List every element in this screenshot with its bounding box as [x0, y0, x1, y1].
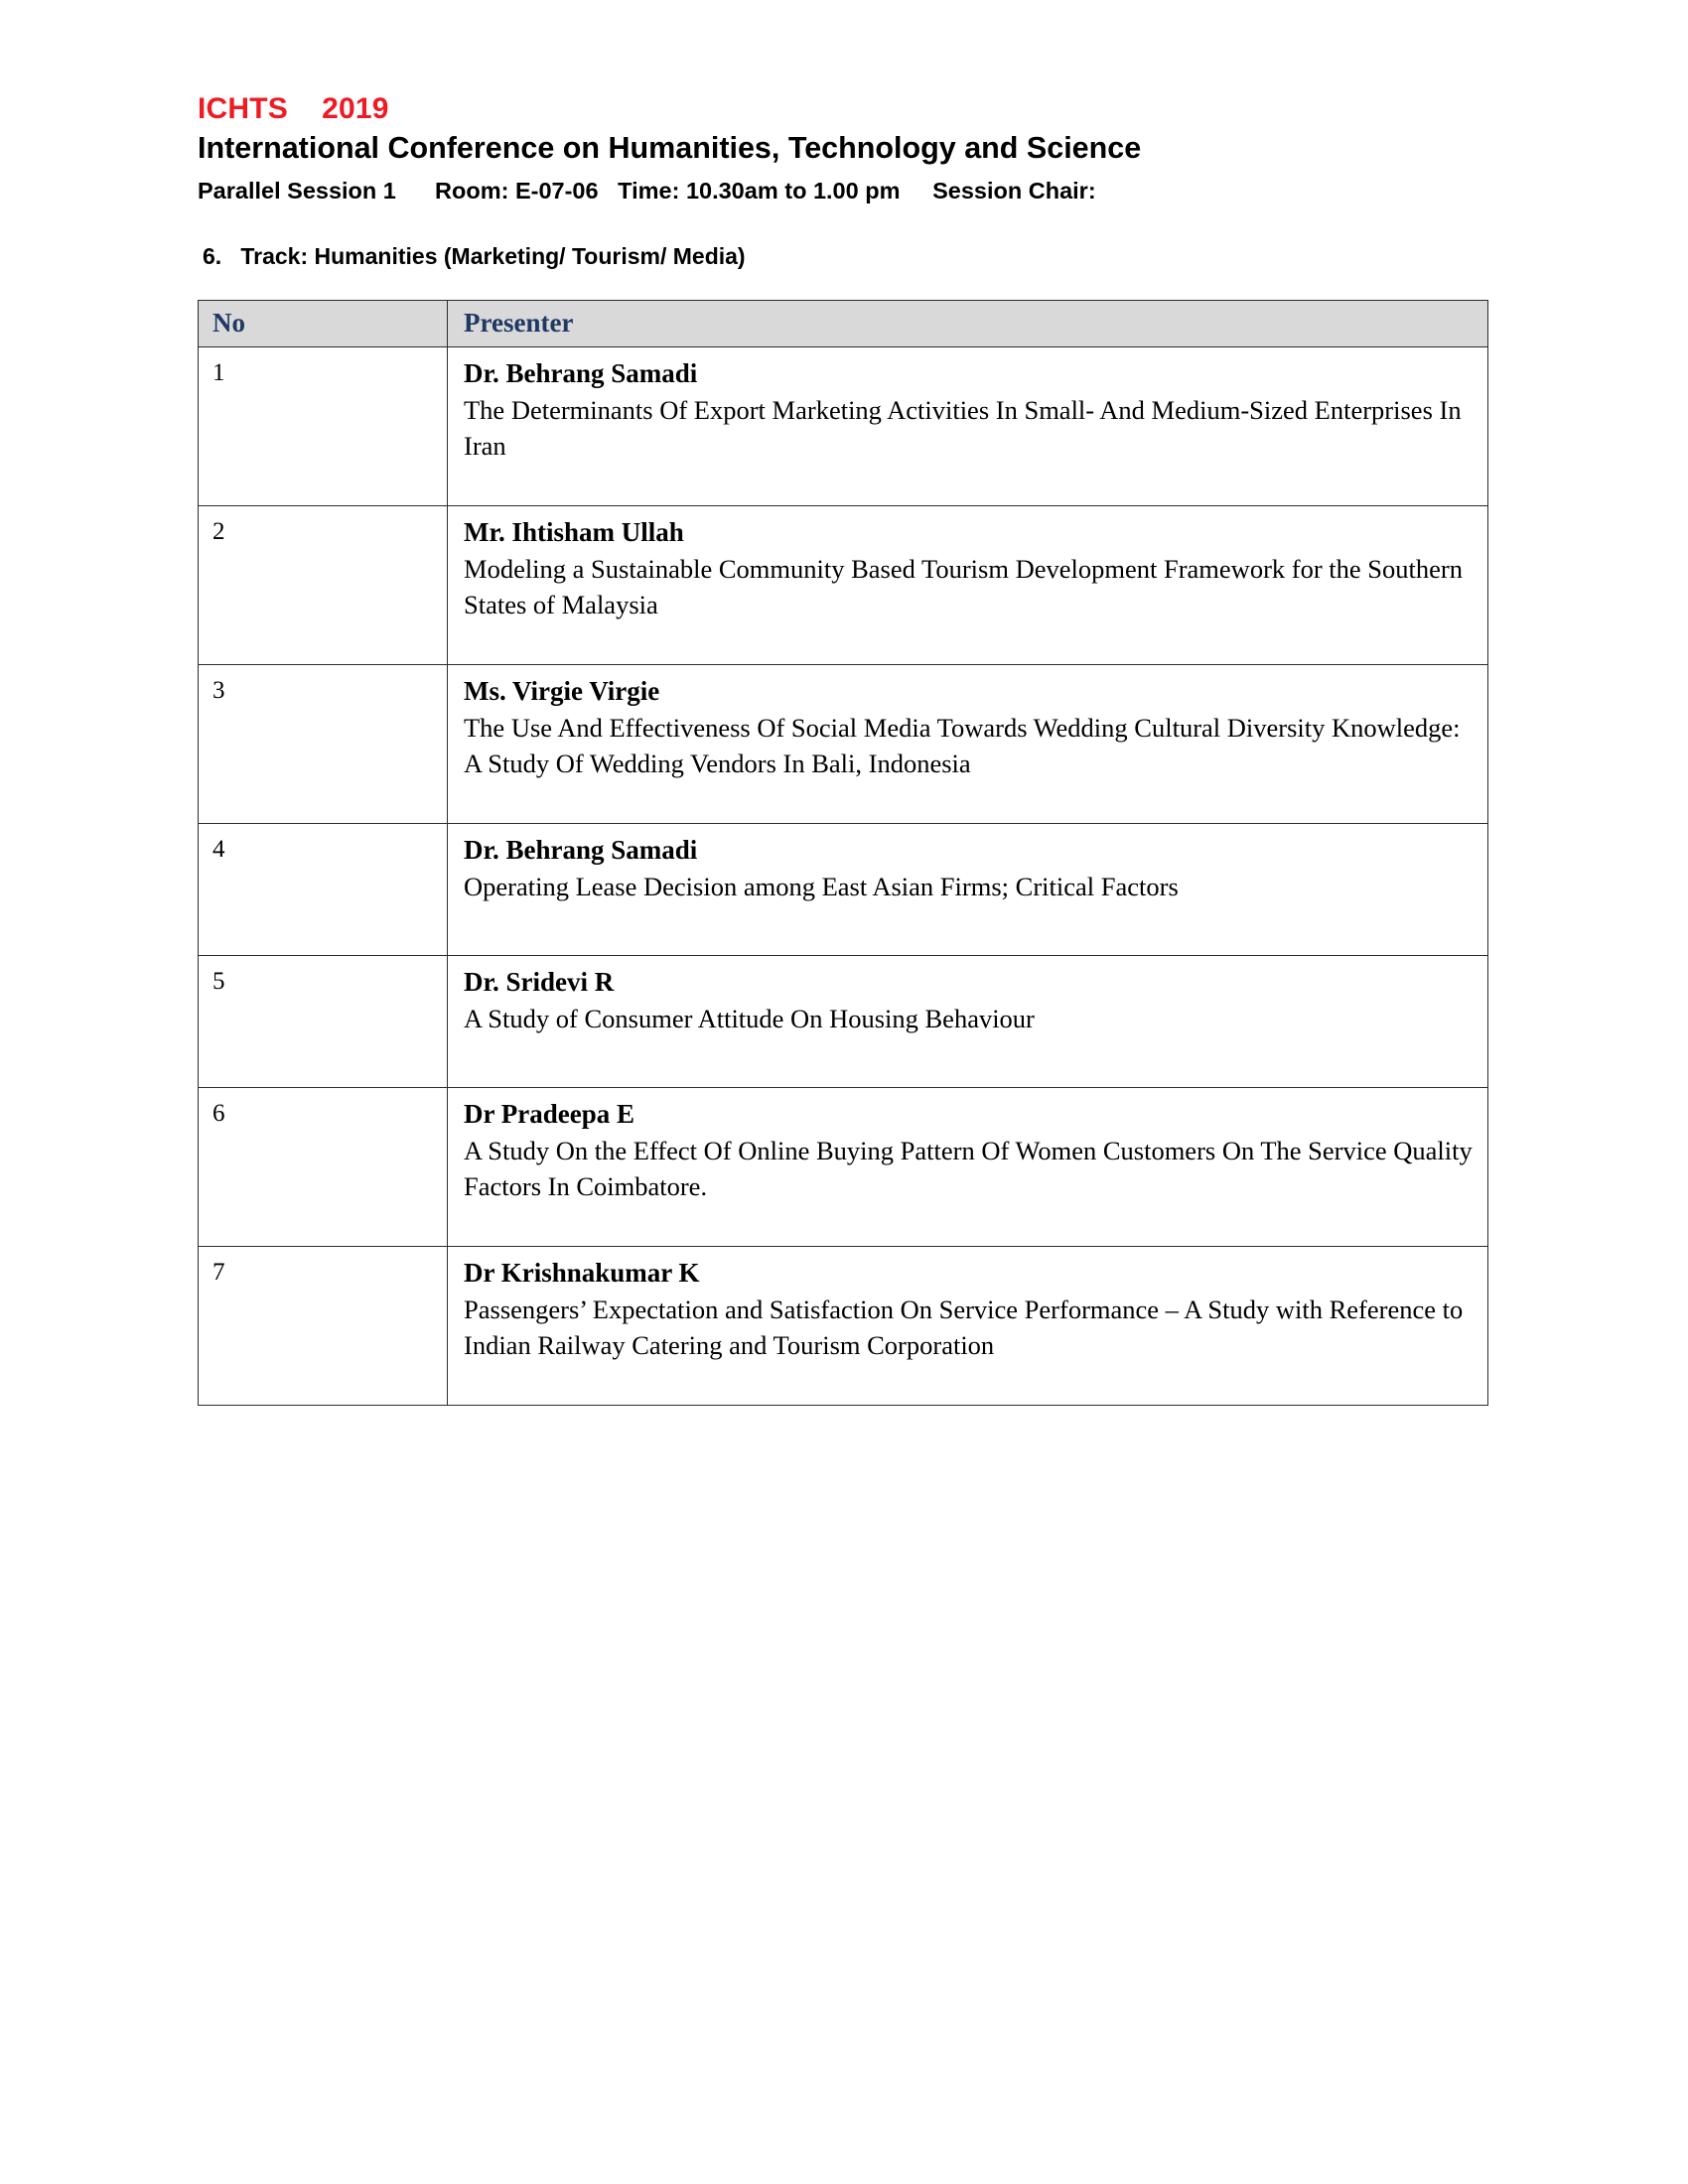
- presenter-cell: [448, 347, 1488, 506]
- table-row: [199, 665, 1488, 824]
- presenter-name: Dr. Behrang Samadi: [464, 835, 698, 866]
- row-number: 3: [212, 677, 225, 705]
- presenter-cell: [448, 665, 1488, 824]
- row-number-cell: [199, 956, 448, 1088]
- table-head: [199, 301, 1488, 347]
- table-row: [199, 506, 1488, 665]
- row-number: 1: [212, 359, 225, 387]
- presenter-cell: [448, 956, 1488, 1088]
- conference-code: ICHTS 2019: [198, 92, 389, 125]
- row-number: 4: [212, 836, 225, 864]
- presenter-cell: [448, 824, 1488, 956]
- table-header-row: [199, 301, 1488, 347]
- row-number-cell: [199, 1247, 448, 1406]
- paper-title: The Determinants Of Export Marketing Activities In Small- And Medium-Sized Enterprises In Iran: [464, 395, 1462, 462]
- presenter-name: Dr Krishnakumar K: [464, 1258, 700, 1289]
- column-header-presenter: [448, 301, 1488, 347]
- presenter-name: Mr. Ihtisham Ullah: [464, 517, 684, 548]
- session-table: [198, 300, 1488, 1406]
- table-row: [199, 347, 1488, 506]
- track-line: 6. Track: Humanities (Marketing/ Tourism/ Media): [203, 242, 746, 269]
- column-header-no-label: No: [212, 308, 245, 339]
- paper-title: A Study On the Effect Of Online Buying Pattern Of Women Customers On The Service Quality Factors In Coimbatore.: [464, 1136, 1473, 1202]
- paper-title: Passengers’ Expectation and Satisfaction On Service Performance – A Study with Reference to Indian Railway Catering and Tourism Corporation: [464, 1295, 1464, 1361]
- presenter-name: Ms. Virgie Virgie: [464, 676, 660, 707]
- presenter-cell: [448, 1247, 1488, 1406]
- row-number: 6: [212, 1100, 225, 1128]
- row-number: 5: [212, 968, 225, 996]
- row-number: 7: [212, 1259, 225, 1287]
- paper-title: A Study of Consumer Attitude On Housing Behaviour: [464, 1004, 1035, 1034]
- row-number-cell: [199, 824, 448, 956]
- table-row: [199, 1247, 1488, 1406]
- row-number-cell: [199, 506, 448, 665]
- table-row: [199, 824, 1488, 956]
- conference-title: International Conference on Humanities, Technology and Science: [198, 131, 1142, 166]
- column-header-no: [199, 301, 448, 347]
- table-row: [199, 956, 1488, 1088]
- document-header: [198, 91, 1489, 271]
- row-number-cell: [199, 665, 448, 824]
- presenter-name: Dr. Behrang Samadi: [464, 358, 698, 389]
- table-body: [199, 347, 1488, 1406]
- presenter-cell: [448, 1088, 1488, 1247]
- row-number-cell: [199, 1088, 448, 1247]
- paper-title: Operating Lease Decision among East Asian Firms; Critical Factors: [464, 872, 1179, 902]
- presenter-name: Dr. Sridevi R: [464, 967, 615, 998]
- row-number: 2: [212, 518, 225, 546]
- row-number-cell: [199, 347, 448, 506]
- presenter-name: Dr Pradeepa E: [464, 1099, 634, 1130]
- session-details-line: Parallel Session 1 Room: E-07-06 Time: 10.30am to 1.00 pm Session Chair:: [198, 178, 1096, 205]
- presenter-cell: [448, 506, 1488, 665]
- column-header-presenter-label: Presenter: [464, 308, 574, 339]
- paper-title: The Use And Effectiveness Of Social Media Towards Wedding Cultural Diversity Knowledge: A Study Of Wedding Vendors In Bali, Indonesia: [464, 713, 1461, 779]
- paper-title: Modeling a Sustainable Community Based Tourism Development Framework for the Southern States of Malaysia: [464, 554, 1463, 620]
- table-row: [199, 1088, 1488, 1247]
